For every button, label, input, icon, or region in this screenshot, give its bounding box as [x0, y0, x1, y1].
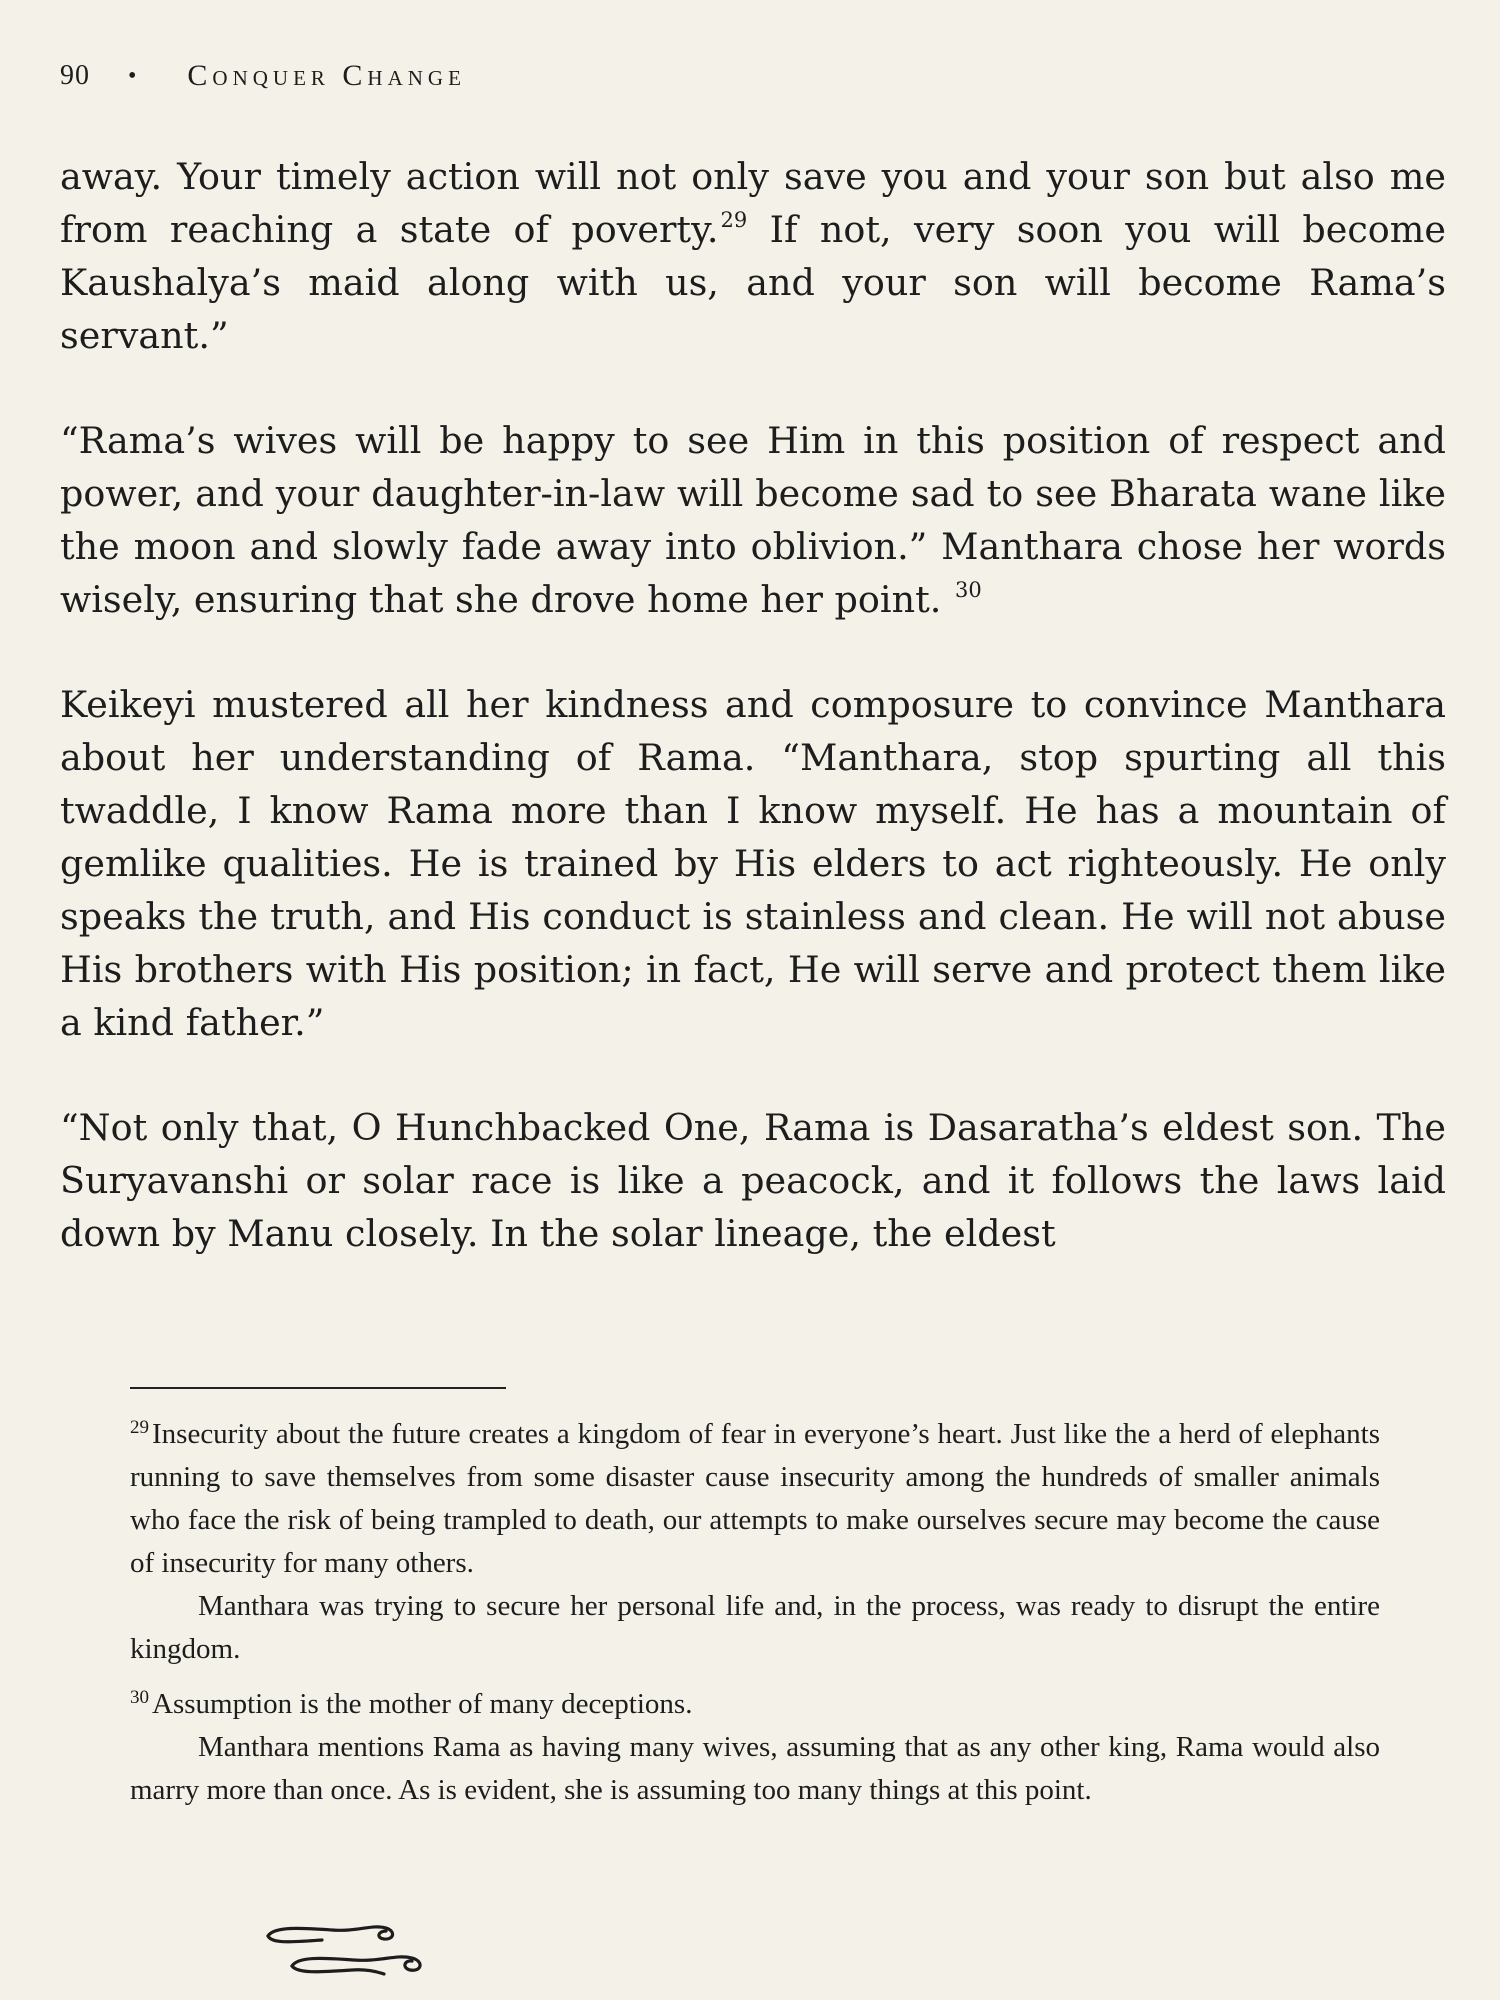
footnote-paragraph: Manthara mentions Rama as having many wives, assuming that as any other king, Rama would also marry more than once. As is evident, she is assuming too many things at this point.	[130, 1731, 1380, 1806]
footnote-paragraph: Manthara was trying to secure her personal life and, in the process, was ready to disrupt the entire kingdom.	[130, 1590, 1380, 1665]
footnote-number: 30	[130, 1687, 149, 1708]
running-header	[60, 56, 466, 96]
body-text	[60, 150, 1446, 1260]
paragraph: Keikeyi mustered all her kindness and composure to convince Manthara about her understanding of Rama. “Manthara, stop spurting all this twaddle, I know Rama more than I know myself. He has a mountain of gemlike qualities. He is trained by His elders to act righteously. He only speaks the truth, and His conduct is stainless and clean. He will not abuse His brothers with His position; in fact, He will serve and protect them like a kind father.”	[60, 683, 1446, 1044]
footnotes	[130, 1413, 1380, 1812]
footnote-ref: 30	[954, 578, 982, 602]
footnote-29	[130, 1413, 1380, 1671]
paragraph: “Not only that, O Hunchbacked One, Rama is Dasaratha’s eldest son. The Suryavanshi or solar race is like a peacock, and it follows the laws laid down by Manu closely. In the solar lineage, the eldest	[60, 1106, 1446, 1255]
header-bullet: •	[128, 62, 138, 89]
footnote-30	[130, 1683, 1380, 1812]
running-title: Conquer Change	[187, 59, 466, 92]
footnote-ref: 29	[720, 208, 748, 232]
page-number: 90	[60, 60, 90, 91]
paragraph: “Rama’s wives will be happy to see Him in this position of respect and power, and your daughter-in-law will become sad to see Bharata wane like the moon and slowly fade away into oblivion.” Manthara chose her words wisely, ensuring that she drove home her point. $^{30}$	[60, 419, 1446, 621]
decorative-flourish-icon	[262, 1918, 432, 1980]
footnote-paragraph: $^{29}$ Insecurity about the future creates a kingdom of fear in everyone’s heart. Just like the a herd of elephants running to save themselves from some disaster cause insecurity among the hundreds of smaller animals who face the risk of being trampled to death, our attempts to make ourselves secure may become the cause of insecurity for many others.	[130, 1417, 1380, 1579]
footnote-separator	[130, 1387, 506, 1389]
footnote-number: 29	[130, 1417, 149, 1438]
paragraph: away. Your timely action will not only save you and your son but also me from reaching a state of poverty.$^{29}$ If not, very soon you will become Kaushalya’s maid along with us, and your son will become Rama’s servant.”	[60, 155, 1446, 357]
footnote-paragraph: $^{30}$ Assumption is the mother of many deceptions.	[130, 1687, 693, 1720]
